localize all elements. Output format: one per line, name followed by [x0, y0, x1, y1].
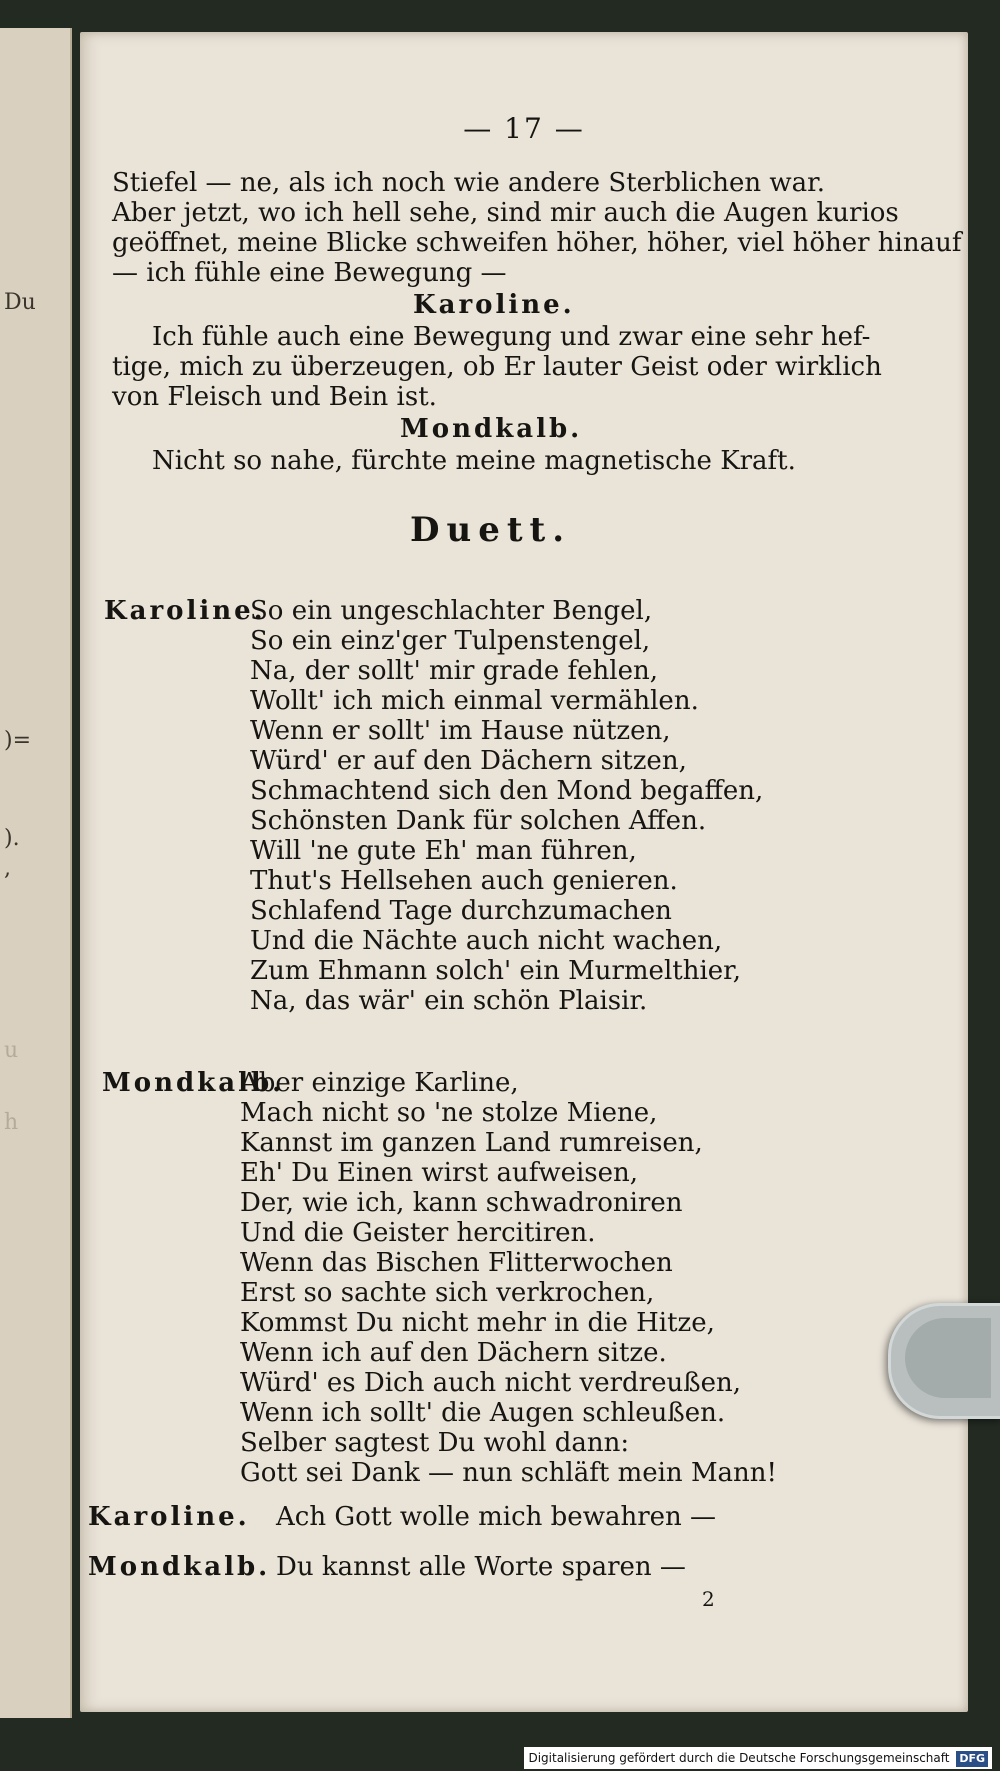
dfg-logo: DFG: [956, 1751, 988, 1767]
section-heading: Duett.: [410, 510, 572, 550]
verse-line: Wenn ich sollt' die Augen schleußen.: [240, 1398, 726, 1428]
left-page-fragment: ).: [4, 826, 20, 851]
verse-line: Wenn er sollt' im Hause nützen,: [250, 716, 671, 746]
speaker-name: Karoline.: [413, 290, 575, 320]
left-page-fragment: ,: [4, 856, 11, 881]
closing-line: Du kannst alle Worte sparen —: [276, 1552, 686, 1582]
prose-line: geöffnet, meine Blicke schweifen höher, höher, viel höher hinauf: [112, 228, 962, 258]
verse-line: Der, wie ich, kann schwadroniren: [240, 1188, 683, 1218]
left-page-fragment: h: [4, 1110, 19, 1135]
verse-line: Schlafend Tage durchzumachen: [250, 896, 672, 926]
page-number: — 17 —: [463, 112, 585, 145]
footer-credit: [524, 1747, 992, 1769]
prose-line: — ich fühle eine Bewegung —: [112, 258, 507, 288]
verse-line: Und die Geister hercitiren.: [240, 1218, 596, 1248]
verse-line: Gott sei Dank — nun schläft mein Mann!: [240, 1458, 777, 1488]
prose-line: Aber jetzt, wo ich hell sehe, sind mir auch die Augen kurios: [112, 198, 899, 228]
page-turn-handle[interactable]: [888, 1303, 1000, 1419]
speaker-name: Mondkalb.: [400, 414, 583, 444]
closing-line: Ach Gott wolle mich bewahren —: [276, 1502, 717, 1532]
verse-line: Wenn das Bischen Flitterwochen: [240, 1248, 673, 1278]
verse-line: Aber einzige Karline,: [240, 1068, 519, 1098]
verse-line: Thut's Hellsehen auch genieren.: [250, 866, 678, 896]
verse-line: Zum Ehmann solch' ein Murmelthier,: [250, 956, 741, 986]
speech-line: Ich fühle auch eine Bewegung und zwar eine sehr hef-: [152, 322, 871, 352]
book-page: [80, 32, 968, 1712]
verse-line: Mach nicht so 'ne stolze Miene,: [240, 1098, 658, 1128]
verse-line: So ein ungeschlachter Bengel,: [250, 596, 653, 626]
verse-line: Erst so sachte sich verkrochen,: [240, 1278, 655, 1308]
verse-line: Würd' es Dich auch nicht verdreußen,: [240, 1368, 741, 1398]
speech-line: tige, mich zu überzeugen, ob Er lauter Geist oder wirklich: [112, 352, 882, 382]
closing-speaker: Mondkalb.: [88, 1552, 271, 1582]
verse-line: Und die Nächte auch nicht wachen,: [250, 926, 723, 956]
verse-line: Schmachtend sich den Mond begaffen,: [250, 776, 764, 806]
verse-line: Kannst im ganzen Land rumreisen,: [240, 1128, 703, 1158]
verse-line: Wollt' ich mich einmal vermählen.: [250, 686, 699, 716]
verse-speaker: Mondkalb.: [102, 1068, 285, 1098]
verse-line: Na, das wär' ein schön Plaisir.: [250, 986, 648, 1016]
left-page-fragment: u: [4, 1038, 19, 1063]
verse-line: Kommst Du nicht mehr in die Hitze,: [240, 1308, 715, 1338]
verse-line: Wenn ich auf den Dächern sitze.: [240, 1338, 667, 1368]
verse-line: Eh' Du Einen wirst aufweisen,: [240, 1158, 639, 1188]
closing-speaker: Karoline.: [88, 1502, 250, 1532]
left-page-fragment: Du: [4, 290, 36, 315]
speech-line: von Fleisch und Bein ist.: [112, 382, 437, 412]
verse-line: Schönsten Dank für solchen Affen.: [250, 806, 707, 836]
speech-line: Nicht so nahe, fürchte meine magnetische Kraft.: [152, 446, 796, 476]
prose-line: Stiefel — ne, als ich noch wie andere Sterblichen war.: [112, 168, 825, 198]
verse-line: Selber sagtest Du wohl dann:: [240, 1428, 630, 1458]
verse-line: Würd' er auf den Dächern sitzen,: [250, 746, 687, 776]
footer-text: Digitalisierung gefördert durch die Deutsche Forschungsgemeinschaft: [528, 1751, 950, 1765]
previous-page-edge: [0, 28, 72, 1718]
verse-line: Will 'ne gute Eh' man führen,: [250, 836, 637, 866]
verse-line: So ein einz'ger Tulpenstengel,: [250, 626, 651, 656]
verse-line: Na, der sollt' mir grade fehlen,: [250, 656, 658, 686]
verse-speaker: Karoline.: [104, 596, 266, 626]
left-page-fragment: )=: [4, 728, 32, 753]
signature-mark: 2: [702, 1587, 715, 1611]
